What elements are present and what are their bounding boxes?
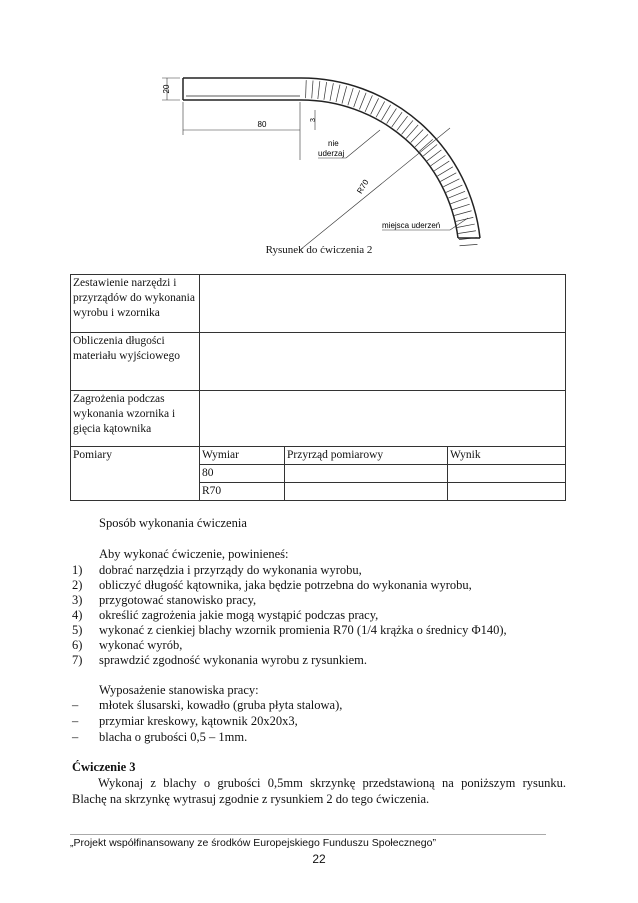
figure-caption: Rysunek do ćwiczenia 2	[265, 244, 373, 256]
step-number: 6)	[72, 638, 83, 652]
hatch-line	[456, 217, 474, 221]
hatch-line	[392, 112, 402, 127]
measure-row-2-przyrzad[interactable]	[285, 483, 448, 501]
hatch-line	[306, 80, 307, 98]
page-number: 22	[312, 852, 326, 866]
hatch-line	[446, 185, 462, 192]
exercise-3-line-2: Blachę na skrzynkę wytrasuj zgodnie z rysunkiem 2 do tego ćwiczenia.	[72, 792, 430, 806]
dash-bullet: –	[72, 730, 79, 744]
header-wynik: Wynik	[448, 447, 566, 465]
hatch-line	[437, 167, 452, 176]
exercise-3-line-1: Wykonaj z blachy o grubości 0,5mm skrzynkę przedstawioną na poniższym rysunku.	[98, 776, 566, 790]
measure-row-2-wynik[interactable]	[448, 483, 566, 501]
measure-row-1-wymiar: 80	[200, 465, 285, 483]
answer-cell-length[interactable]	[200, 333, 566, 391]
step-text: obliczyć długość kątownika, jaka będzie potrzebna do wykonania wyrobu,	[99, 578, 472, 592]
row-label-length: Obliczenia długości materiału wyjściowego	[71, 333, 200, 391]
step-number: 3)	[72, 593, 83, 607]
step-text: określić zagrożenia jakie mogą wystąpić podczas pracy,	[99, 608, 379, 622]
hatch-line	[387, 108, 397, 123]
row-label-tools: Zestawienie narzędzi i przyrządów do wykonania wyrobu i wzornika	[71, 275, 200, 333]
step-text: sprawdzić zgodność wykonania wyrobu z rysunkiem.	[99, 653, 367, 667]
hatch-line	[354, 90, 360, 107]
dim-thickness: 3	[310, 118, 317, 122]
dash-bullet: –	[72, 714, 79, 728]
hatch-line	[381, 105, 390, 120]
step-text: wykonać wyrób,	[99, 638, 183, 652]
method-heading: Sposób wykonania ćwiczenia	[99, 516, 247, 530]
hatch-line	[359, 93, 366, 110]
step-number: 1)	[72, 563, 83, 577]
hatch-line	[348, 88, 353, 105]
step-number: 4)	[72, 608, 83, 622]
header-przyrzad: Przyrząd pomiarowy	[285, 447, 448, 465]
step-text: dobrać narzędzia i przyrządy do wykonania wyrobu,	[99, 563, 362, 577]
hatch-line	[457, 224, 475, 227]
header-wymiar: Wymiar	[200, 447, 285, 465]
dim-height: 20	[162, 84, 171, 94]
hatch-line	[336, 85, 340, 103]
label-strike-area: miejsca uderzeń	[382, 221, 441, 230]
dash-bullet: –	[72, 698, 79, 712]
answer-cell-tools[interactable]	[200, 275, 566, 333]
exercise-3-title: Ćwiczenie 3	[72, 760, 136, 774]
step-number: 2)	[72, 578, 83, 592]
step-text: wykonać z cienkiej blachy wzornik promienia R70 (1/4 krążka o średnicy Φ140),	[99, 623, 507, 637]
label-no-strike-1: nie	[328, 139, 339, 148]
step-number: 7)	[72, 653, 83, 667]
measure-row-2-wymiar: R70	[200, 483, 285, 501]
hatch-line	[342, 86, 347, 103]
hatch-line	[451, 198, 468, 204]
dim-radius: R70	[355, 178, 371, 196]
hatch-line	[434, 161, 449, 171]
hatch-line	[318, 81, 320, 99]
hatch-line	[324, 82, 327, 100]
step-number: 5)	[72, 623, 83, 637]
footer-text: „Projekt współfinansowany ze środków Europejskiego Funduszu Społecznego”	[70, 837, 436, 849]
hatch-line	[454, 211, 471, 216]
hatch-line	[365, 95, 372, 111]
technical-drawing	[150, 70, 495, 250]
hatch-line	[371, 98, 379, 114]
label-no-strike-2: uderzaj	[318, 149, 345, 158]
worksheet-table	[70, 274, 566, 501]
footer-divider	[70, 834, 546, 835]
measure-row-1-wynik[interactable]	[448, 465, 566, 483]
hatch-line	[453, 204, 470, 209]
equipment-heading: Wyposażenie stanowiska pracy:	[99, 683, 259, 697]
dim-length: 80	[257, 120, 267, 129]
hatch-line	[376, 101, 385, 117]
row-label-hazards: Zagrożenia podczas wykonania wzornika i gięcia kątownika	[71, 391, 200, 447]
hatch-line	[397, 116, 408, 130]
hatch-line	[443, 179, 459, 187]
hatch-line	[431, 155, 446, 165]
step-text: przygotować stanowisko pracy,	[99, 593, 257, 607]
hatch-line	[448, 191, 465, 198]
answer-cell-hazards[interactable]	[200, 391, 566, 447]
equipment-item: blacha o grubości 0,5 – 1mm.	[99, 730, 248, 744]
measure-row-1-przyrzad[interactable]	[285, 465, 448, 483]
hatch-line	[312, 80, 313, 98]
measure-label: Pomiary	[71, 447, 200, 501]
steps-intro: Aby wykonać ćwiczenie, powinieneś:	[99, 547, 289, 561]
hatch-line	[458, 231, 476, 234]
equipment-item: młotek ślusarski, kowadło (gruba płyta stalowa),	[99, 698, 343, 712]
equipment-item: przymiar kreskowy, kątownik 20x20x3,	[99, 714, 298, 728]
hatch-line	[440, 173, 456, 182]
hatch-line	[330, 83, 333, 101]
